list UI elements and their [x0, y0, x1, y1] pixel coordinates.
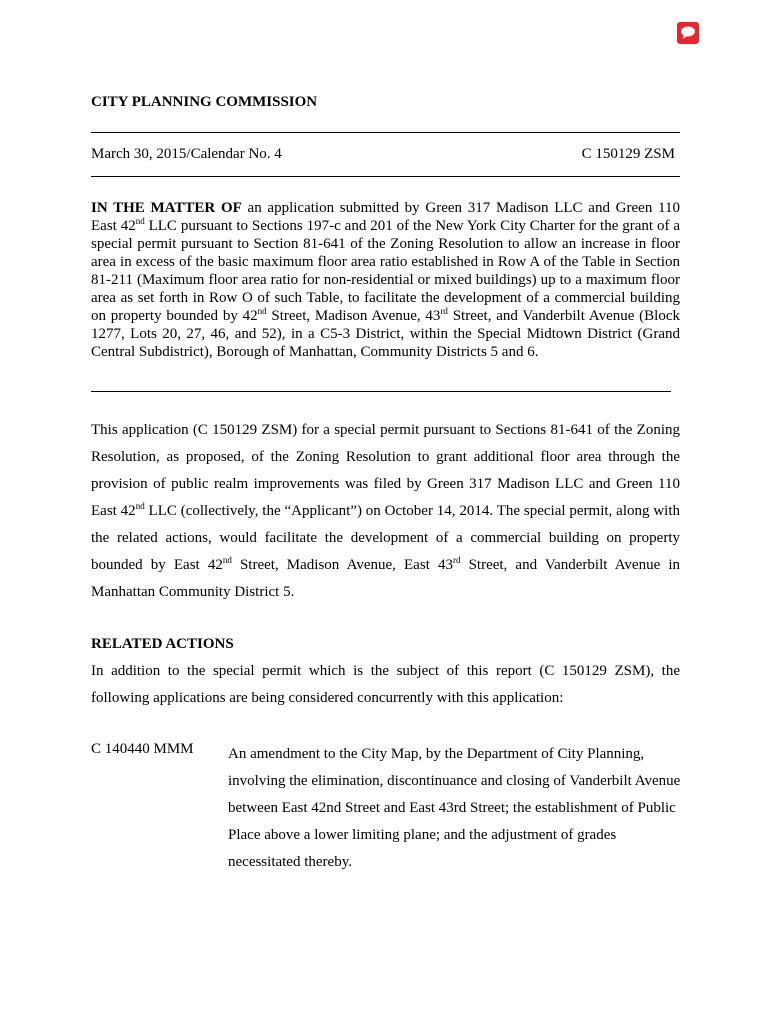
divider — [91, 132, 680, 133]
action-description: An amendment to the City Map, by the Department of City Planning, involving the elimination, discontinuance and closing of Vanderbilt Avenue between East 42nd Street and East 43rd Street; the establishment of Public Place above a lower limiting plane; and the adjustment of grades necessitated thereby. — [228, 746, 681, 870]
related-actions-text: In addition to the special permit which is the subject of this report (C 150129 ZSM), the following applications are being considered concurrently with this application: — [91, 663, 680, 706]
matter-lead: IN THE MATTER OF — [91, 200, 242, 216]
commission-title: CITY PLANNING COMMISSION — [91, 94, 318, 110]
divider — [91, 391, 671, 392]
action-code: C 140440 MMM — [91, 741, 194, 757]
intro-paragraph: This application (C 150129 ZSM) for a special permit pursuant to Sections 81-641 of the Zoning Resolution, as proposed, of the Zoning Resolution to grant additional floor area through the provision of public realm improvements was filed by Green 317 Madison LLC and Green 110 East 42nd LLC (collectively, the “Applicant”) on October 14, 2014. The special permit, along with the related actions, would facilitate the development of a commercial building on property bounded by East 42nd Street, Madison Avenue, East 43rd Street, and Vanderbilt Avenue in Manhattan Community District 5. — [91, 422, 681, 600]
application-number: C 150129 ZSM — [581, 146, 675, 162]
comment-icon[interactable] — [677, 22, 699, 44]
matter-paragraph: IN THE MATTER OF an application submitted by Green 317 Madison LLC and Green 110 East 42nd LLC pursuant to Sections 197-c and 201 of the New York City Charter for the grant of a special permit pursuant to Section 81-641 of the Zoning Resolution to allow an increase in floor area in excess of the basic maximum floor area ratio established in Row A of the Table in Section 81-211 (Maximum floor area ratio for non-residential or mixed buildings) up to a maximum floor area as set forth in Row O of such Table, to facilitate the development of a commercial building on property bounded by 42nd Street, Madison Avenue, 43rd Street, and Vanderbilt Avenue (Block 1277, Lots 20, 27, 46, and 52), in a C5-3 District, within the Special Midtown District (Grand Central Subdistrict), Borough of Manhattan, Community Districts 5 and 6. — [91, 200, 680, 360]
related-actions-heading: RELATED ACTIONS — [91, 636, 234, 652]
calendar-date: March 30, 2015/Calendar No. 4 — [91, 146, 282, 162]
divider — [91, 176, 680, 177]
